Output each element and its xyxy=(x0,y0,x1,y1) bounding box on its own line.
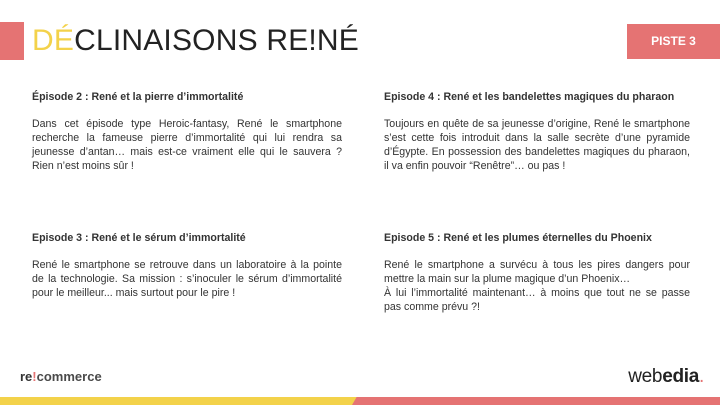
recommerce-logo xyxy=(20,369,102,385)
episode-description: René le smartphone se retrouve dans un laboratoire à la pointe de la technologie. Sa mission : s’inoculer le sérum d’immortalité pour le meilleur... mais surtout pour le pire ! xyxy=(32,259,342,299)
episode-description xyxy=(384,258,690,314)
episode-block-2 xyxy=(32,90,342,173)
logo-re: re xyxy=(20,369,33,384)
logo-web: web xyxy=(628,366,663,387)
episode-description-line-2: À lui l’immortalité maintenant… à moins que tout ne se passe pas comme prévu ?! xyxy=(384,287,690,313)
logo-dot: . xyxy=(699,366,704,387)
episode-title: Épisode 2 : René et la pierre d’immortalité xyxy=(32,91,244,103)
webedia-logo xyxy=(628,366,704,388)
page-title xyxy=(32,21,359,61)
episode-title: Episode 3 : René et le sérum d’immortalité xyxy=(32,232,246,244)
piste-badge: PISTE 3 xyxy=(627,24,720,59)
episode-description: Dans cet épisode type Heroic-fantasy, René le smartphone recherche la fameuse pierre d’immortalité qui lui rendra sa jeunesse d’antan… mais est-ce vraiment elle qui le sauvera ? Rien n’est moins sûr ! xyxy=(32,118,342,172)
episode-description: Toujours en quête de sa jeunesse d’origine, René le smartphone s’est cette fois introduit dans la salle secrète d’une pyramide d’Égypte. En possession des bandelettes magiques du pharaon, il va enfin pouvoir “Renêtre”… ou pas ! xyxy=(384,118,690,172)
footer-bar-red xyxy=(352,397,720,405)
episode-description-line-1: René le smartphone a survécu à tous les pires dangers pour mettre la main sur la plume magique d’un Phoenix… xyxy=(384,259,690,285)
logo-bang: ! xyxy=(32,369,37,384)
logo-edia: edia xyxy=(662,366,700,387)
episode-block-3 xyxy=(32,231,342,300)
episode-title: Episode 4 : René et les bandelettes magiques du pharaon xyxy=(384,91,675,103)
episode-block-4 xyxy=(384,90,690,173)
logo-commerce: commerce xyxy=(36,369,102,384)
left-accent-bar xyxy=(0,22,24,60)
title-rest: CLINAISONS RE!NÉ xyxy=(74,24,360,57)
episode-title: Episode 5 : René et les plumes éternelles du Phoenix xyxy=(384,232,652,244)
episode-block-5 xyxy=(384,231,690,314)
footer-bar-yellow xyxy=(0,397,360,405)
title-accent: DÉ xyxy=(32,24,75,57)
